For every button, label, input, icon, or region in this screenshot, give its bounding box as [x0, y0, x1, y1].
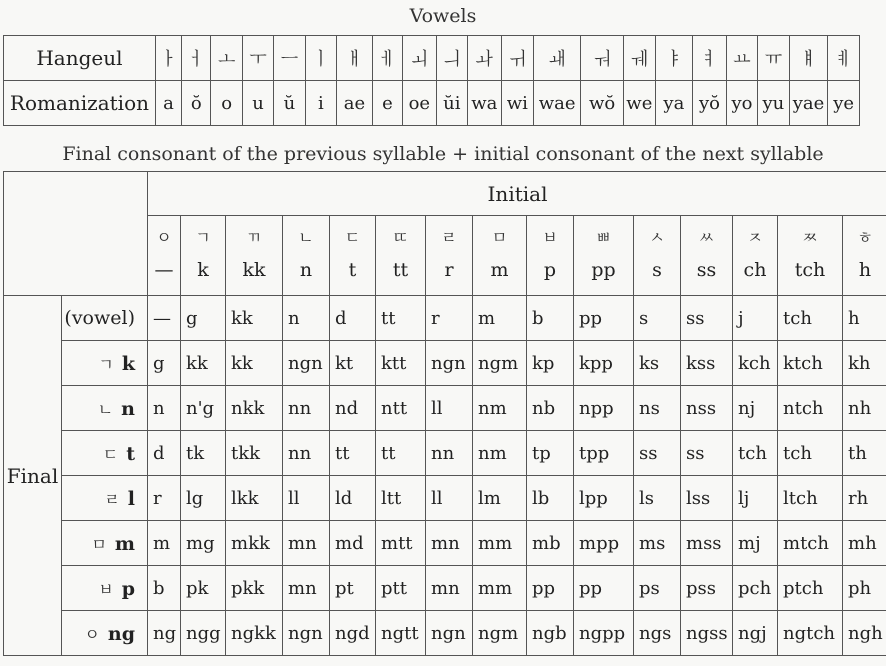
initial-consonant-header	[148, 216, 181, 296]
vowel-hangeul-cell: ㅢ	[436, 36, 467, 81]
corner-cell	[4, 172, 148, 296]
initial-hangeul: ㅃ	[595, 227, 612, 247]
romanization-cell: ss	[681, 296, 733, 341]
initial-hangeul: ㅉ	[802, 227, 818, 247]
initial-roman: k	[197, 258, 209, 281]
vowel-hangeul-cell: ㅔ	[372, 36, 402, 81]
final-roman: m	[114, 532, 135, 555]
romanization-cell: ns	[634, 386, 681, 431]
initial-roman: ch	[743, 258, 767, 281]
romanization-cell: ngn	[283, 341, 330, 386]
romanization-cell: ngtt	[376, 611, 426, 656]
initial-hangeul: ㄱ	[195, 227, 211, 247]
romanization-cell: ntt	[376, 386, 426, 431]
hangeul-row-label: Hangeul	[4, 36, 156, 81]
final-header: Final	[4, 296, 62, 656]
initial-roman: tch	[794, 258, 826, 281]
vowel-roman-cell: a	[155, 81, 181, 126]
initial-consonant-header	[181, 216, 226, 296]
romanization-cell: g	[181, 296, 226, 341]
romanization-cell: mn	[426, 521, 473, 566]
romanization-cell: ngg	[181, 611, 226, 656]
romanization-row-label: Romanization	[4, 81, 156, 126]
initial-roman: —	[154, 258, 174, 281]
romanization-cell: pch	[733, 566, 778, 611]
romanization-cell: j	[733, 296, 778, 341]
romanization-cell: s	[634, 296, 681, 341]
romanization-cell: lb	[527, 476, 574, 521]
romanization-cell: kss	[681, 341, 733, 386]
romanization-cell: ll	[283, 476, 330, 521]
romanization-cell: g	[148, 341, 181, 386]
romanization-cell: ptch	[778, 566, 843, 611]
romanization-cell: nd	[330, 386, 376, 431]
vowel-hangeul-cell: ㅗ	[211, 36, 242, 81]
romanization-cell: lg	[181, 476, 226, 521]
vowel-roman-cell: ŭi	[436, 81, 467, 126]
final-row	[4, 296, 886, 341]
vowel-roman-cell: yu	[758, 81, 789, 126]
hangeul-row	[4, 36, 860, 81]
vowels-caption: Vowels	[409, 5, 477, 27]
initial-consonant-header	[226, 216, 283, 296]
initial-hangeul: ㅅ	[649, 227, 665, 247]
final-hangeul: ㄴ	[97, 399, 114, 419]
romanization-cell: tkk	[226, 431, 283, 476]
romanization-cell: n	[148, 386, 181, 431]
vowel-roman-cell: yae	[789, 81, 828, 126]
romanization-cell: kpp	[574, 341, 634, 386]
final-row	[4, 566, 886, 611]
romanization-row	[4, 81, 860, 126]
initial-hangeul: ㅇ	[156, 227, 172, 247]
final-hangeul: ㅇ	[84, 624, 100, 644]
romanization-cell: mss	[681, 521, 733, 566]
vowel-roman-cell: yŏ	[693, 81, 727, 126]
initial-hangeul: ㅈ	[747, 227, 763, 247]
initial-hangeul: ㅎ	[857, 227, 873, 247]
romanization-cell: ngh	[843, 611, 886, 656]
romanization-cell: mn	[426, 566, 473, 611]
romanization-cell: kt	[330, 341, 376, 386]
final-hangeul: ㄱ	[98, 354, 114, 374]
romanization-cell: lss	[681, 476, 733, 521]
romanization-cell: ls	[634, 476, 681, 521]
initial-consonant-header	[843, 216, 886, 296]
initial-hangeul: ㄲ	[246, 227, 262, 247]
romanization-cell: tt	[376, 431, 426, 476]
initial-consonant-header	[778, 216, 843, 296]
romanization-cell: lkk	[226, 476, 283, 521]
romanization-cell: tch	[778, 296, 843, 341]
vowel-hangeul-cell: ㅐ	[337, 36, 373, 81]
final-row-label	[62, 521, 148, 566]
romanization-cell: ks	[634, 341, 681, 386]
romanization-cell: ph	[843, 566, 886, 611]
vowel-roman-cell: o	[211, 81, 242, 126]
vowel-hangeul-cell: ㅛ	[726, 36, 757, 81]
vowel-hangeul-cell: ㅖ	[828, 36, 860, 81]
romanization-cell: d	[330, 296, 376, 341]
initial-consonant-header	[527, 216, 574, 296]
vowel-roman-cell: ye	[828, 81, 860, 126]
romanization-cell: kk	[226, 296, 283, 341]
romanization-cell: n'g	[181, 386, 226, 431]
final-row-label	[62, 296, 148, 341]
romanization-cell: kp	[527, 341, 574, 386]
romanization-cell: ll	[426, 386, 473, 431]
vowel-roman-cell: we	[624, 81, 655, 126]
initial-roman: h	[858, 258, 872, 281]
romanization-cell: lpp	[574, 476, 634, 521]
romanization-cell: mj	[733, 521, 778, 566]
romanization-cell: kh	[843, 341, 886, 386]
romanization-cell: mtt	[376, 521, 426, 566]
vowel-hangeul-cell: ㅑ	[655, 36, 693, 81]
romanization-cell: ng	[148, 611, 181, 656]
final-row-label	[62, 611, 148, 656]
vowel-hangeul-cell: ㅜ	[242, 36, 273, 81]
romanization-cell: ngj	[733, 611, 778, 656]
vowel-roman-cell: yo	[726, 81, 757, 126]
initial-consonant-header	[283, 216, 330, 296]
initial-consonant-header	[634, 216, 681, 296]
final-roman: t	[126, 442, 135, 465]
initial-roman: t	[348, 258, 357, 281]
initial-roman: m	[490, 258, 509, 281]
vowel-hangeul-cell: ㅒ	[789, 36, 828, 81]
vowel-roman-cell: u	[242, 81, 273, 126]
romanization-cell: h	[843, 296, 886, 341]
vowel-hangeul-cell: ㅝ	[581, 36, 624, 81]
final-hangeul: ㄷ	[102, 444, 119, 464]
romanization-cell: pp	[527, 566, 574, 611]
vowel-hangeul-cell: ㅞ	[624, 36, 655, 81]
final-hangeul: ㄹ	[104, 489, 120, 509]
initial-consonant-header	[681, 216, 733, 296]
romanization-cell: nh	[843, 386, 886, 431]
romanization-cell: mn	[283, 521, 330, 566]
romanization-cell: ngm	[473, 341, 527, 386]
romanization-cell: m	[473, 296, 527, 341]
romanization-cell: ngn	[426, 611, 473, 656]
romanization-cell: pp	[574, 296, 634, 341]
romanization-cell: mm	[473, 521, 527, 566]
romanization-cell: n	[283, 296, 330, 341]
initial-hangeul: ㅆ	[698, 227, 715, 247]
romanization-cell: ngb	[527, 611, 574, 656]
initial-roman: r	[444, 258, 454, 281]
initial-roman: p	[543, 258, 557, 281]
romanization-cell: rh	[843, 476, 886, 521]
initial-roman: s	[652, 258, 662, 281]
romanization-cell: ptt	[376, 566, 426, 611]
final-row-label	[62, 566, 148, 611]
romanization-cell: md	[330, 521, 376, 566]
romanization-cell: ltt	[376, 476, 426, 521]
romanization-cell: ngtch	[778, 611, 843, 656]
romanization-cell: tt	[330, 431, 376, 476]
consonants-caption: Final consonant of the previous syllable + initial consonant of the next syllable	[62, 143, 824, 165]
initial-hangeul: ㄸ	[392, 227, 409, 247]
initial-hangeul: ㅂ	[542, 227, 558, 247]
final-roman: k	[121, 352, 135, 375]
romanization-cell: ngs	[634, 611, 681, 656]
vowel-roman-cell: oe	[403, 81, 437, 126]
initial-consonant-header	[376, 216, 426, 296]
romanization-cell: ss	[634, 431, 681, 476]
romanization-cell: ngkk	[226, 611, 283, 656]
romanization-cell: tch	[733, 431, 778, 476]
final-roman: l	[127, 487, 135, 510]
romanization-cell: mh	[843, 521, 886, 566]
romanization-cell: ltch	[778, 476, 843, 521]
romanization-cell: kk	[226, 341, 283, 386]
vowels-table	[3, 35, 860, 126]
romanization-cell: tp	[527, 431, 574, 476]
romanization-cell: b	[148, 566, 181, 611]
romanization-cell: mtch	[778, 521, 843, 566]
vowel-roman-cell: ŏ	[182, 81, 211, 126]
romanization-cell: pt	[330, 566, 376, 611]
final-row-label	[62, 476, 148, 521]
romanization-cell: npp	[574, 386, 634, 431]
romanization-cell: th	[843, 431, 886, 476]
romanization-cell: mb	[527, 521, 574, 566]
romanization-cell: ntch	[778, 386, 843, 431]
romanization-cell: nm	[473, 431, 527, 476]
romanization-cell: ktch	[778, 341, 843, 386]
initial-roman: ss	[696, 258, 717, 281]
initial-roman: pp	[591, 258, 616, 281]
romanization-cell: nj	[733, 386, 778, 431]
final-row	[4, 386, 886, 431]
romanization-cell: tk	[181, 431, 226, 476]
romanization-cell: m	[148, 521, 181, 566]
romanization-cell: ngm	[473, 611, 527, 656]
initial-consonant-header	[473, 216, 527, 296]
vowel-roman-cell: ae	[337, 81, 373, 126]
initial-roman: n	[299, 258, 313, 281]
vowel-hangeul-cell: ㅙ	[534, 36, 581, 81]
romanization-cell: ll	[426, 476, 473, 521]
initial-consonant-header	[330, 216, 376, 296]
initial-hangeul: ㄴ	[298, 227, 314, 247]
romanization-cell: pkk	[226, 566, 283, 611]
initial-consonant-header	[733, 216, 778, 296]
romanization-cell: nss	[681, 386, 733, 431]
final-roman: ng	[107, 622, 135, 645]
romanization-cell: mkk	[226, 521, 283, 566]
vowel-hangeul-cell: ㅟ	[501, 36, 533, 81]
romanization-cell: ld	[330, 476, 376, 521]
romanization-cell: mpp	[574, 521, 634, 566]
initial-header: Initial	[148, 172, 886, 216]
vowel-hangeul-cell: ㅠ	[758, 36, 789, 81]
final-row	[4, 431, 886, 476]
romanization-cell: pk	[181, 566, 226, 611]
vowel-hangeul-cell: ㅚ	[403, 36, 437, 81]
romanization-cell: tt	[376, 296, 426, 341]
final-row-label	[62, 386, 148, 431]
initial-roman: tt	[392, 258, 409, 281]
romanization-cell: mm	[473, 566, 527, 611]
vowel-roman-cell: wi	[501, 81, 533, 126]
final-row	[4, 611, 886, 656]
vowel-roman-cell: wŏ	[581, 81, 624, 126]
romanization-cell: ss	[681, 431, 733, 476]
initial-hangeul: ㄷ	[344, 227, 361, 247]
consonants-table	[3, 171, 886, 656]
romanization-cell: b	[527, 296, 574, 341]
romanization-cell: lm	[473, 476, 527, 521]
vowel-roman-cell: wa	[468, 81, 502, 126]
final-hangeul: ㅁ	[91, 534, 107, 554]
vowel-roman-cell: ŭ	[274, 81, 305, 126]
vowel-hangeul-cell: ㅘ	[468, 36, 502, 81]
romanization-cell: ngss	[681, 611, 733, 656]
final-hangeul: ㅂ	[98, 579, 114, 599]
romanization-cell: r	[426, 296, 473, 341]
romanization-cell: nn	[283, 431, 330, 476]
romanization-cell: tpp	[574, 431, 634, 476]
romanization-cell: d	[148, 431, 181, 476]
final-row	[4, 521, 886, 566]
initial-hangeul: ㅁ	[491, 227, 508, 247]
final-row	[4, 476, 886, 521]
romanization-cell: nkk	[226, 386, 283, 431]
vowel-hangeul-cell: ㅕ	[693, 36, 727, 81]
romanization-cell: nm	[473, 386, 527, 431]
vowel-roman-cell: e	[372, 81, 402, 126]
final-roman: (vowel)	[64, 307, 135, 329]
romanization-cell: ngn	[426, 341, 473, 386]
romanization-cell: ps	[634, 566, 681, 611]
romanization-cell: kch	[733, 341, 778, 386]
initial-roman: kk	[242, 258, 266, 281]
romanization-cell: nn	[283, 386, 330, 431]
romanization-cell: pp	[574, 566, 634, 611]
romanization-cell: mg	[181, 521, 226, 566]
vowel-hangeul-cell: ㅣ	[305, 36, 336, 81]
initial-consonant-header	[574, 216, 634, 296]
final-row-label	[62, 341, 148, 386]
romanization-cell: ngd	[330, 611, 376, 656]
romanization-cell: r	[148, 476, 181, 521]
initial-hangeul: ㄹ	[441, 227, 457, 247]
romanization-cell: ms	[634, 521, 681, 566]
romanization-cell: nb	[527, 386, 574, 431]
romanization-cell: mn	[283, 566, 330, 611]
vowel-roman-cell: ya	[655, 81, 693, 126]
romanization-cell: ngn	[283, 611, 330, 656]
final-row	[4, 341, 886, 386]
vowel-roman-cell: i	[305, 81, 336, 126]
romanization-cell: nn	[426, 431, 473, 476]
romanization-cell: kk	[181, 341, 226, 386]
final-roman: p	[121, 577, 135, 600]
romanization-cell: tch	[778, 431, 843, 476]
romanization-cell: ktt	[376, 341, 426, 386]
romanization-cell: pss	[681, 566, 733, 611]
vowel-hangeul-cell: ㅏ	[155, 36, 181, 81]
initial-consonant-header	[426, 216, 473, 296]
vowel-hangeul-cell: ㅓ	[182, 36, 211, 81]
romanization-cell: —	[148, 296, 181, 341]
final-row-label	[62, 431, 148, 476]
vowel-roman-cell: wae	[534, 81, 581, 126]
final-roman: n	[121, 397, 135, 420]
romanization-cell: lj	[733, 476, 778, 521]
vowel-hangeul-cell: ㅡ	[274, 36, 305, 81]
romanization-cell: ngpp	[574, 611, 634, 656]
